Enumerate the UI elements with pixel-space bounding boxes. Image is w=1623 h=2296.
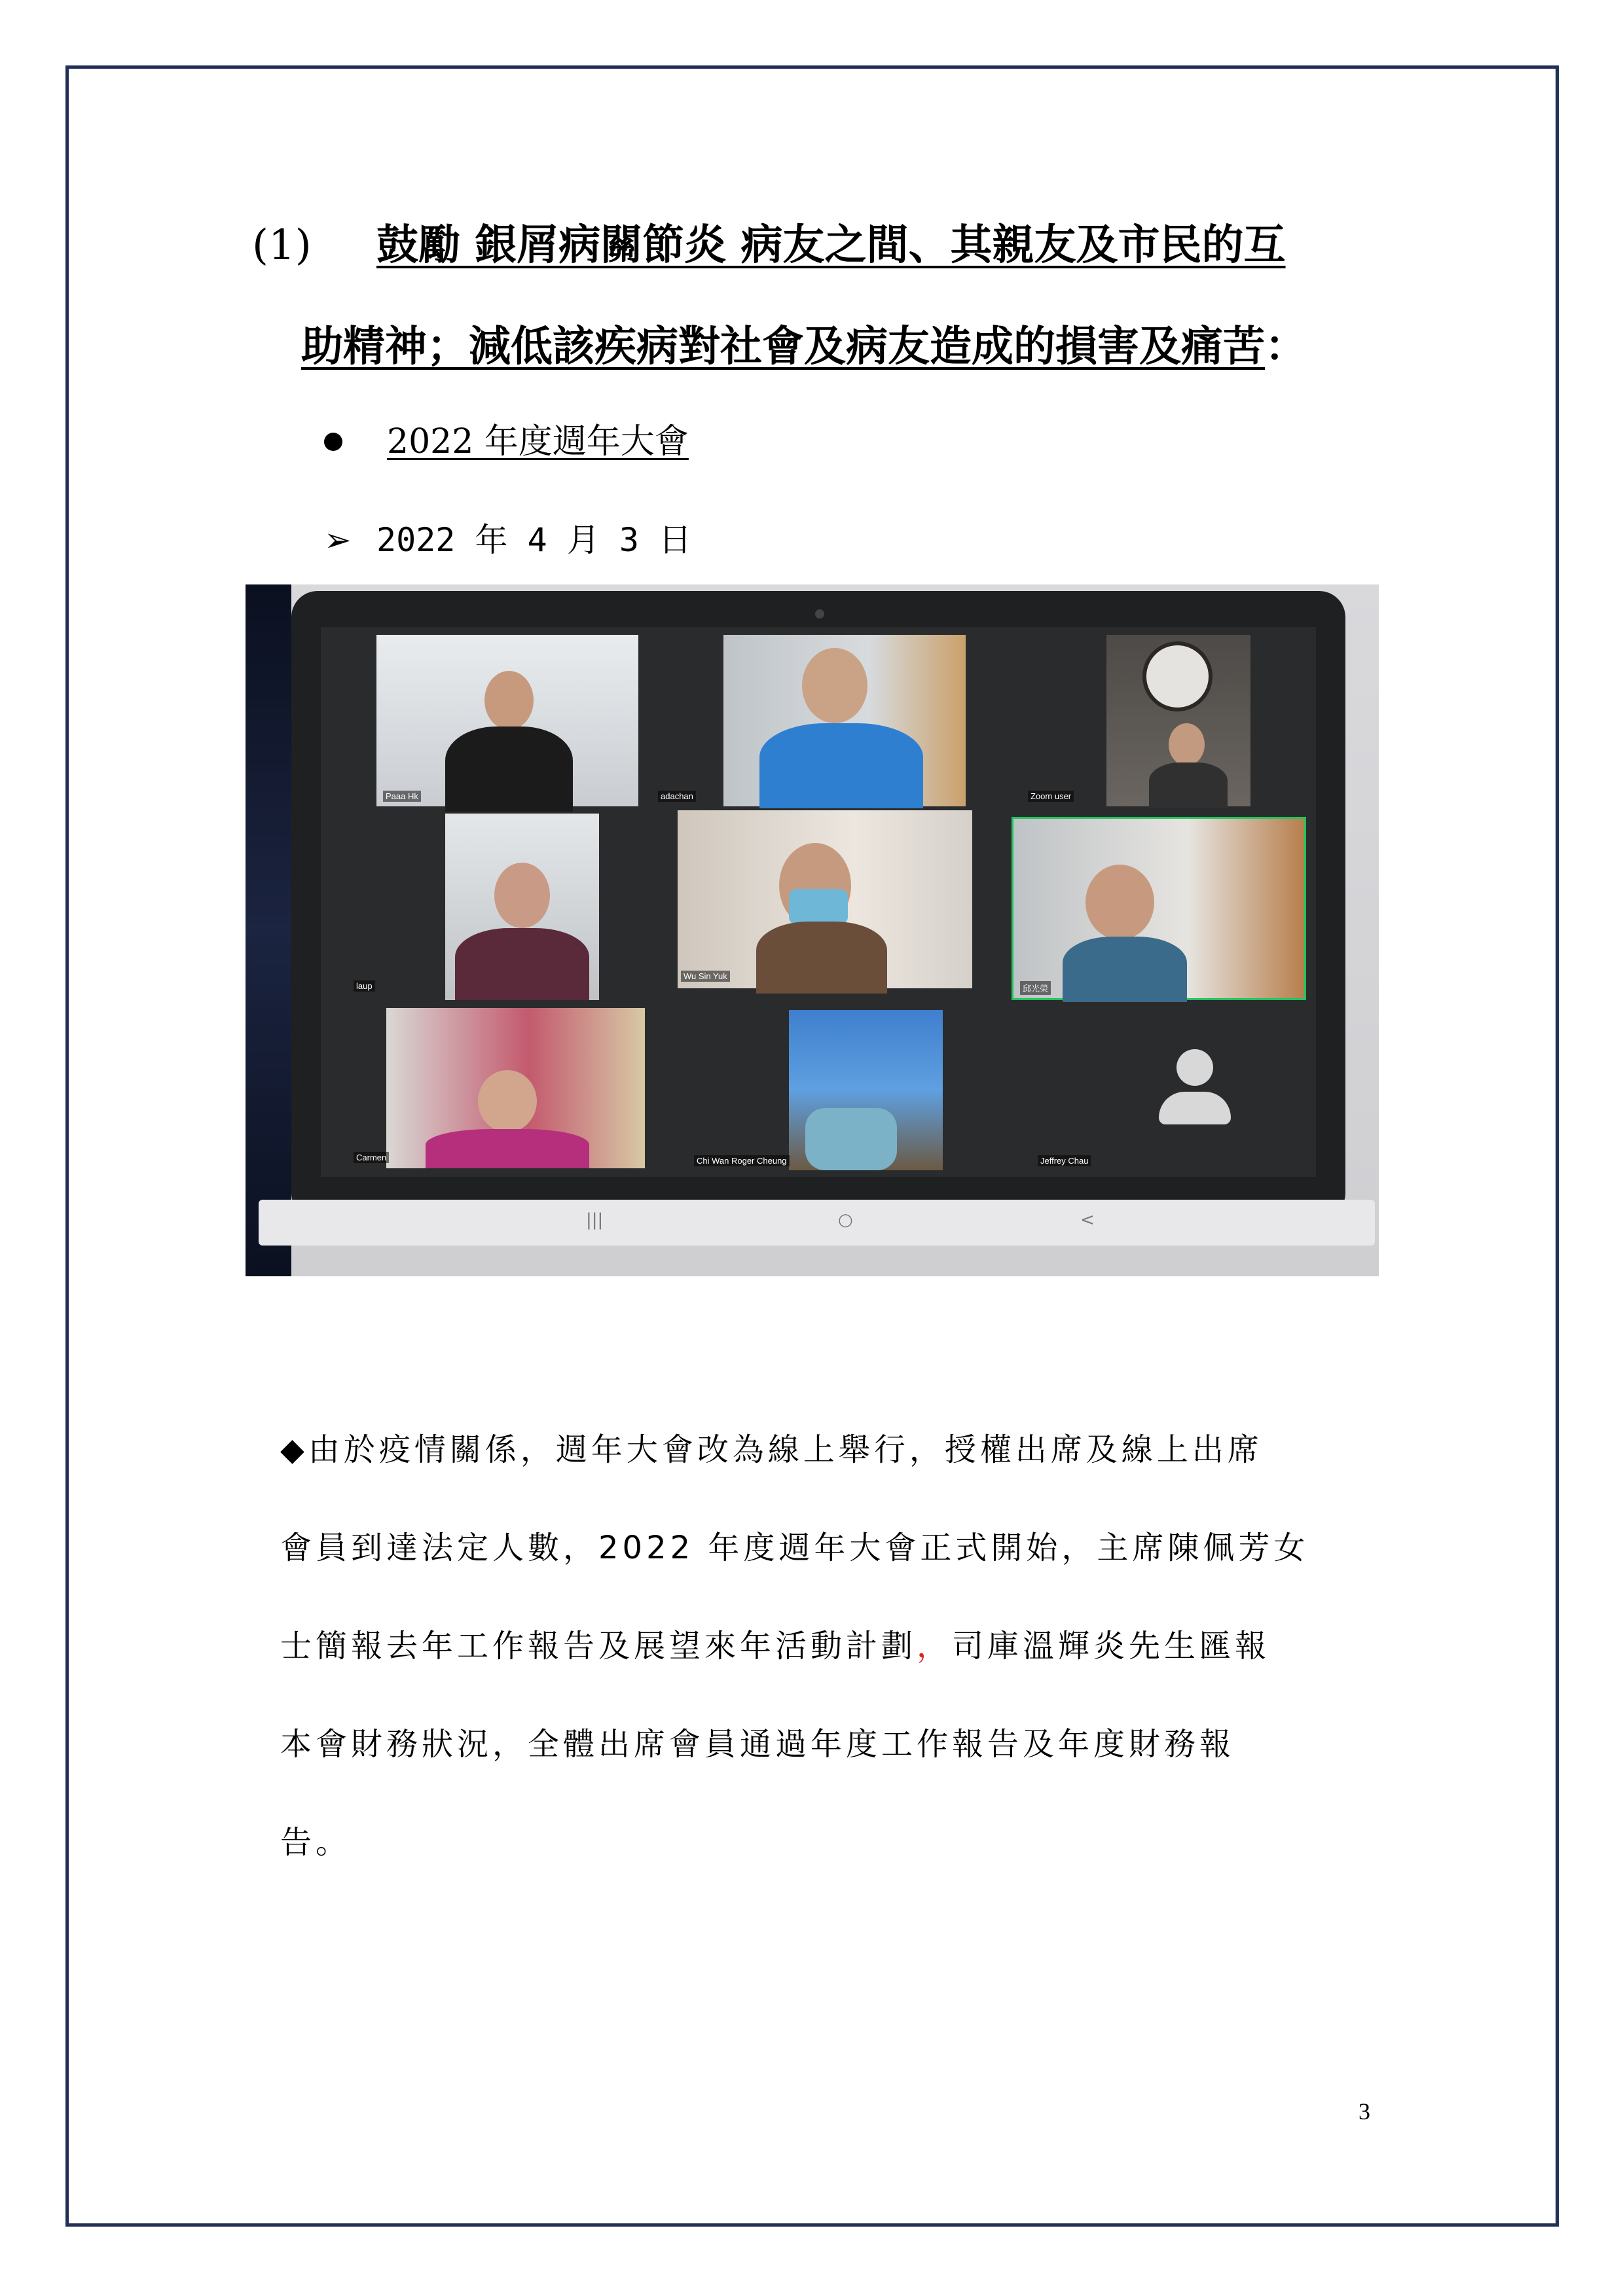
participant-name: laup: [354, 980, 375, 992]
bullet-dot-icon: [324, 433, 342, 451]
home-icon: ○: [838, 1210, 853, 1230]
tablet-case-edge: [246, 584, 291, 1276]
paragraph-fragment: 士簡報去年工作報告及展望來年活動計劃: [280, 1628, 917, 1664]
participant-tile: [376, 635, 638, 806]
paragraph-line: ◆由於疫情關係，週年大會改為線上舉行，授權出席及線上出席: [280, 1431, 1263, 1468]
section-heading-line1: [252, 219, 1378, 272]
active-speaker-tile: [1012, 817, 1306, 1000]
paragraph-line: [280, 1597, 1360, 1695]
back-icon: <: [1080, 1210, 1095, 1230]
paragraph-line: 告。: [280, 1824, 352, 1861]
participant-tile: [356, 814, 599, 1000]
tablet-device: [291, 591, 1345, 1219]
heading-colon: ：: [1265, 322, 1307, 371]
arrow-bullet-icon: ➢: [324, 521, 352, 559]
user-avatar-icon: [1176, 1049, 1213, 1086]
participant-name: Wu Sin Yuk: [681, 971, 730, 982]
participant-tile: [1030, 635, 1250, 806]
zoom-meeting-photo: [246, 584, 1379, 1276]
paragraph-fragment: 司庫溫輝炎先生匯報: [952, 1628, 1271, 1664]
participant-name: 邱光榮: [1020, 981, 1051, 995]
agm-title: 2022 年度週年大會: [387, 422, 689, 461]
zoom-gallery: [321, 627, 1316, 1177]
red-comma: ，: [917, 1628, 953, 1664]
participant-name: Zoom user: [1028, 791, 1074, 802]
android-nav-bar: [259, 1200, 1375, 1246]
participant-tile-no-video: [1031, 1010, 1306, 1170]
agm-bullet: [324, 419, 689, 465]
page-number: 3: [1359, 2098, 1370, 2125]
participant-name: Chi Wan Roger Cheung: [694, 1155, 790, 1166]
paragraph-line: 本會財務狀況，全體出席會員通過年度工作報告及年度財務報: [280, 1726, 1235, 1763]
participant-name: adachan: [658, 791, 696, 802]
paragraph-line: 會員到達法定人數，2022 年度週年大會正式開始，主席陳佩芳女: [280, 1530, 1309, 1566]
date-line: [324, 517, 691, 563]
participant-tile: [661, 635, 966, 806]
participant-tile: [356, 1008, 645, 1168]
section-number: (1): [252, 221, 312, 270]
heading-text-2: 助精神；減低該疾病對社會及病友造成的損害及痛苦: [301, 322, 1265, 371]
participant-tile: [697, 1010, 943, 1170]
participant-tile: [678, 810, 972, 988]
participant-name: Carmen: [354, 1152, 389, 1163]
section-heading-line2: [301, 321, 1427, 373]
participant-name: Jeffrey Chau: [1038, 1155, 1091, 1166]
heading-text-1: 鼓勵 銀屑病關節炎 病友之間、其親友及市民的互: [376, 221, 1286, 270]
camera-icon: [815, 609, 824, 619]
recent-apps-icon: |||: [586, 1210, 604, 1230]
agm-description: [280, 1401, 1360, 1892]
meeting-date: 2022 年 4 月 3 日: [376, 521, 692, 559]
participant-name: Paaa Hk: [383, 791, 421, 802]
